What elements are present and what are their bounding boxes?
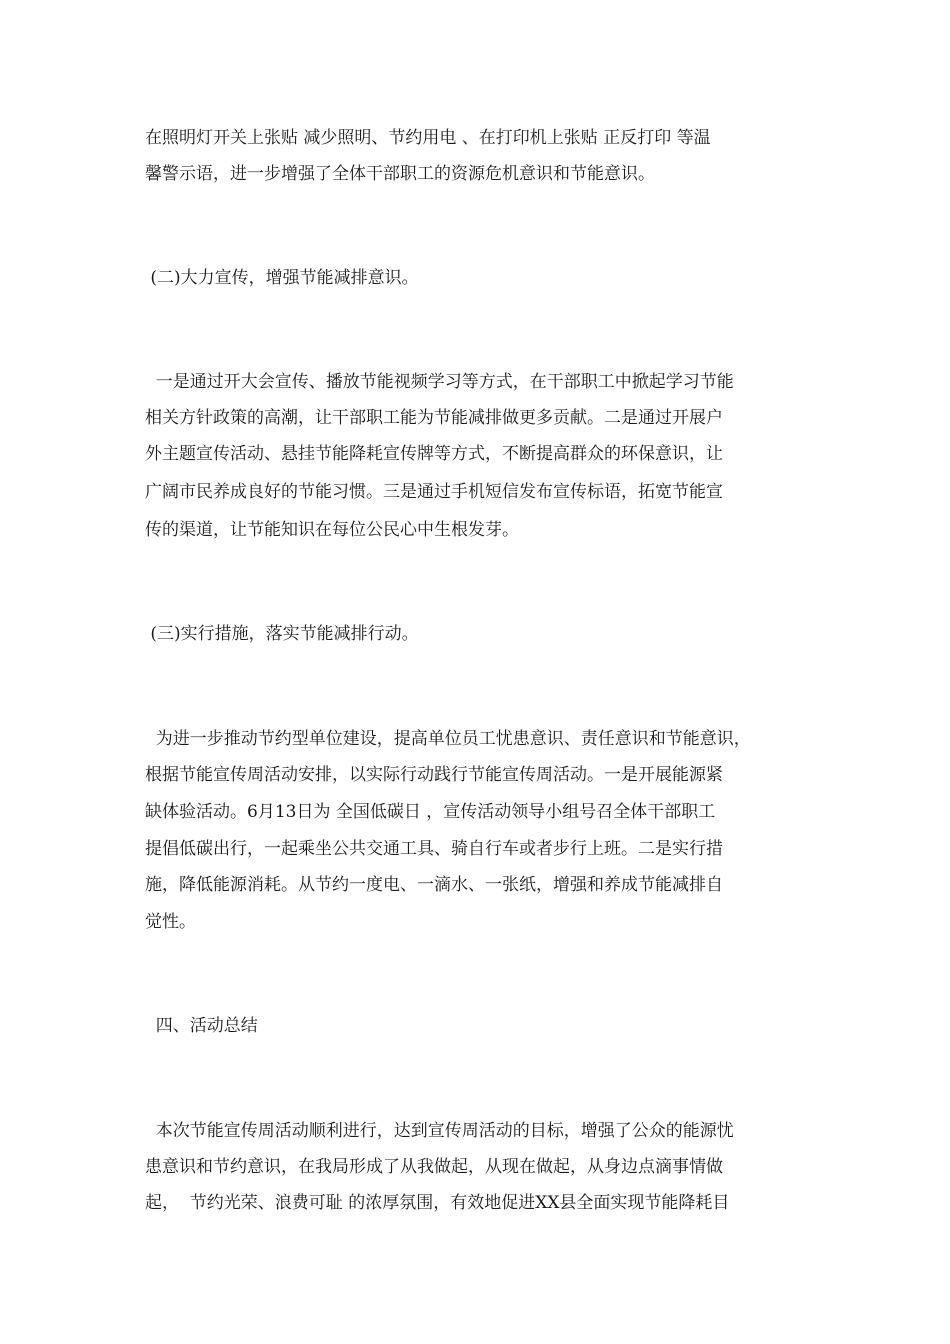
paragraph-2-line-3: 外主题宣传活动、悬挂节能降耗宣传牌等方式，不断提高群众的环保意识，让 [145, 444, 723, 464]
paragraph-2-line-4: 广阔市民养成良好的节能习惯。三是通过手机短信发布宣传标语，拓宽节能宣 [145, 482, 723, 502]
paragraph-3-line-5: 施，降低能源消耗。从节约一度电、一滴水、一张纸，增强和养成节能减排自 [145, 875, 723, 895]
section-heading-2: (二)大力宣传，增强节能减排意识。 [145, 268, 419, 288]
paragraph-4-line-3: 起， 节约光荣、浪费可耻 的浓厚氛围，有效地促进XX县全面实现节能降耗目 [145, 1193, 730, 1213]
paragraph-1-line-2: 馨警示语，进一步增强了全体干部职工的资源危机意识和节能意识。 [145, 164, 655, 184]
section-heading-3: (三)实行措施，落实节能减排行动。 [145, 624, 419, 644]
paragraph-2-line-2: 相关方针政策的高潮，让干部职工能为节能减排做更多贡献。二是通过开展户 [145, 408, 723, 428]
paragraph-1-line-1: 在照明灯开关上张贴 减少照明、节约用电 、在打印机上张贴 正反打印 等温 [145, 128, 711, 148]
paragraph-3-line-1: 为进一步推动节约型单位建设，提高单位员工忧患意识、责任意识和节能意识， [145, 729, 751, 749]
paragraph-3-line-3: 缺体验活动。6月13日为 全国低碳日 ，宣传活动领导小组号召全体干部职工 [145, 802, 716, 822]
paragraph-4-line-2: 患意识和节约意识，在我局形成了从我做起，从现在做起，从身边点滴事情做 [145, 1157, 723, 1177]
paragraph-3-line-2: 根据节能宣传周活动安排，以实际行动践行节能宣传周活动。一是开展能源紧 [145, 765, 723, 785]
paragraph-4-line-1: 本次节能宣传周活动顺利进行，达到宣传周活动的目标，增强了公众的能源忧 [145, 1121, 734, 1141]
paragraph-2-line-5: 传的渠道，让节能知识在每位公民心中生根发芽。 [145, 520, 519, 540]
paragraph-2-line-1: 一是通过开大会宣传、播放节能视频学习等方式，在干部职工中掀起学习节能 [145, 372, 734, 392]
paragraph-3-line-4: 提倡低碳出行，一起乘坐公共交通工具、骑自行车或者步行上班。二是实行措 [145, 839, 723, 859]
paragraph-3-line-6: 觉性。 [145, 912, 196, 932]
section-heading-4: 四、活动总结 [145, 1016, 258, 1036]
